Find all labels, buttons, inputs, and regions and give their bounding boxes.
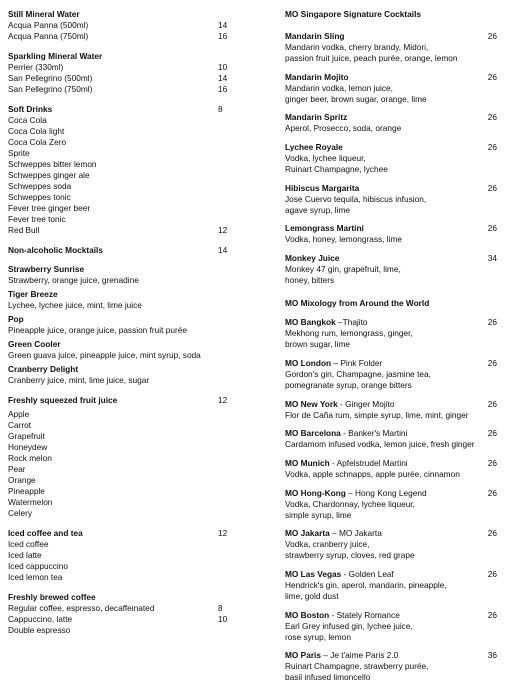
item-name: Regular coffee, espresso, decaffeinated [8, 603, 155, 613]
menu-item: Coca Cola Zero [8, 137, 67, 147]
cocktail-city: MO Bangkok [285, 317, 336, 328]
cocktail-price: 36 [487, 650, 497, 661]
menu-item: Sprite [8, 148, 30, 158]
cocktail-title [285, 112, 503, 123]
section-price: 14 [218, 245, 228, 255]
menu-item [8, 31, 258, 42]
cocktail-ingredients: strawberry syrup, cloves, red grape [285, 550, 415, 561]
cocktail-city: MO London [285, 357, 332, 368]
cocktail-title [285, 358, 503, 369]
brewed-coffee-section [8, 592, 258, 636]
cocktail-item [285, 358, 503, 391]
item-price: 12 [218, 225, 228, 235]
menu-item: Rock melon [8, 453, 52, 463]
item-name: Acqua Panna (750ml) [8, 31, 89, 41]
cocktail-ingredients: Vodka, cranberry juice, [285, 539, 370, 550]
cocktail-ingredients: Mekhong rum, lemongrass, ginger, [285, 328, 413, 339]
cocktail-name: – Je t'aime Paris 2.0 [320, 650, 399, 661]
cocktail-title [285, 399, 503, 410]
cocktail-city: MO New York [285, 398, 338, 409]
cocktail-name: - Ginger Mojito [337, 398, 395, 409]
cocktail-name: Mandarin Sling [285, 31, 345, 41]
mixology-title: MO Mixology from Around the World [285, 298, 430, 309]
cocktail-ingredients: lime, gold dust [285, 590, 339, 601]
menu-item [8, 225, 258, 236]
cocktail-price: 26 [487, 398, 497, 409]
cocktail-item [285, 142, 503, 175]
item-name: Cappuccino, latte [8, 614, 73, 624]
cocktail-item [285, 610, 503, 643]
cocktail-city: MO Munich [285, 457, 330, 468]
cocktail-title [285, 253, 503, 264]
section-title-text: Iced coffee and tea [8, 528, 83, 538]
cocktail-ingredients: Cardamom infused vodka, lemon juice, fresh ginger [285, 439, 475, 450]
cocktail-ingredients: honey, bitters [285, 275, 335, 286]
mixology-cocktails-list [285, 317, 503, 683]
cocktail-city: MO Paris [285, 650, 321, 661]
cocktail-price: 26 [487, 223, 497, 234]
cocktail-ingredients: brown sugar, lime [285, 339, 351, 350]
cocktail-name: - Banker's Martini [340, 428, 408, 439]
sparkling-water-section [8, 51, 258, 95]
cocktail-item [285, 31, 503, 64]
item-price: 14 [218, 20, 228, 30]
item-name: San Pellegrino (750ml) [8, 84, 93, 94]
menu-item: Carrot [8, 420, 32, 430]
cocktail-title [285, 569, 503, 580]
cocktail-title [285, 223, 503, 234]
cocktail-ingredients: Mandarin vodka, lemon juice, [285, 82, 393, 93]
cocktail-item [285, 569, 503, 602]
menu-item [8, 603, 258, 614]
soft-drinks-section [8, 104, 258, 236]
cocktail-title [285, 458, 503, 469]
cocktail-price: 34 [487, 253, 497, 264]
mocktail-desc: Strawberry, orange juice, grenadine [8, 275, 139, 285]
menu-item [8, 62, 258, 73]
cocktail-price: 26 [487, 568, 497, 579]
cocktail-price: 26 [487, 317, 497, 328]
item-price: 16 [218, 84, 228, 94]
cocktail-item [285, 650, 503, 683]
item-name: Double espresso [8, 625, 71, 635]
cocktail-price: 26 [487, 71, 497, 82]
cocktail-title [285, 610, 503, 621]
section-price: 8 [218, 104, 223, 114]
signature-cocktails-title: MO Singapore Signature Cocktails [285, 9, 422, 19]
menu-item: Coca Cola light [8, 126, 65, 136]
section-price: 12 [218, 395, 228, 405]
cocktail-ingredients: Aperol, Prosecco, soda, orange [285, 123, 402, 134]
item-price: 16 [218, 31, 228, 41]
cocktail-title [285, 72, 503, 83]
mocktail-desc: Cranberry juice, mint, lime juice, sugar [8, 375, 150, 385]
cocktail-item [285, 253, 503, 286]
section-title [8, 395, 258, 406]
cocktail-ingredients: Ruinart Champagne, lychee [285, 164, 388, 175]
section-title [8, 528, 258, 539]
mocktail-name: Green Cooler [8, 339, 61, 349]
cocktail-name: Lemongrass Martini [285, 223, 364, 234]
section-title-text: Soft Drinks [8, 104, 53, 114]
item-name: San Pellegrino (500ml) [8, 73, 93, 83]
section-price: 12 [218, 528, 228, 538]
menu-item: Pear [8, 464, 26, 474]
item-name: Red Bull [8, 225, 40, 235]
cocktail-title [285, 528, 503, 539]
cocktail-name: – MO Jakarta [329, 528, 382, 539]
menu-item: Schweppes soda [8, 181, 72, 191]
signature-cocktails-list [285, 31, 503, 286]
menu-item [8, 614, 258, 625]
cocktail-ingredients: Vodka, lychee liqueur, [285, 153, 366, 164]
mocktail-name: Pop [8, 314, 24, 324]
menu-item [8, 73, 258, 84]
cocktail-price: 26 [487, 528, 497, 539]
menu-item [8, 625, 258, 636]
menu-item [8, 20, 258, 31]
menu-item [8, 84, 258, 95]
section-title: Freshly brewed coffee [8, 592, 96, 602]
item-price: 8 [218, 603, 223, 613]
cocktail-title [285, 183, 503, 194]
cocktail-price: 26 [487, 182, 497, 193]
mocktail-name: Strawberry Sunrise [8, 264, 85, 274]
menu-item: Watermelon [8, 497, 53, 507]
mocktail-desc: Pineapple juice, orange juice, passion fruit purée [8, 325, 187, 335]
cocktail-name: Lychee Royale [285, 142, 343, 153]
item-name: Perrier (330ml) [8, 62, 64, 72]
section-title: Sparkling Mineral Water [8, 51, 103, 61]
cocktail-ingredients: Flor de Caña rum, simple syrup, lime, mint, ginger [285, 409, 469, 420]
menu-item: Iced lemon tea [8, 572, 63, 582]
cocktail-item [285, 488, 503, 521]
cocktail-name: Monkey Juice [285, 253, 340, 264]
cocktail-price: 26 [487, 428, 497, 439]
mocktails-section [8, 245, 258, 386]
section-title-text: Non-alcoholic Mocktails [8, 245, 103, 255]
cocktail-ingredients: rose syrup, lemon [285, 631, 351, 642]
item-price: 10 [218, 614, 228, 624]
cocktail-city: MO Las Vegas [285, 568, 342, 579]
cocktail-title [285, 488, 503, 499]
cocktail-ingredients: passion fruit juice, peach purée, orange, lemon [285, 53, 458, 63]
menu-item: Fever tree ginger beer [8, 203, 91, 213]
cocktail-name: Hibiscus Margarita [285, 182, 360, 193]
cocktail-item [285, 399, 503, 421]
cocktail-ingredients: agave syrup, lime [285, 204, 351, 215]
cocktail-title [285, 142, 503, 153]
cocktail-price: 26 [487, 31, 497, 41]
cocktail-name: Mandarin Spritz [285, 112, 348, 123]
cocktail-ingredients: Mandarin vodka, cherry brandy, Midori, [285, 42, 429, 52]
cocktail-title [285, 31, 503, 42]
section-title: Still Mineral Water [8, 9, 80, 19]
cocktail-title [285, 650, 503, 661]
cocktail-city: MO Jakarta [285, 528, 330, 539]
fruit-juice-section [8, 395, 258, 519]
cocktail-name: - Stately Romance [329, 609, 400, 620]
menu-item: Celery [8, 508, 32, 518]
section-title-text: Freshly squeezed fruit juice [8, 395, 118, 405]
cocktail-ingredients: simple syrup, lime [285, 509, 352, 520]
cocktail-ingredients: Monkey 47 gin, grapefruit, lime, [285, 264, 401, 275]
cocktail-item [285, 428, 503, 450]
menu-item: Pineapple [8, 486, 45, 496]
cocktail-price: 26 [487, 609, 497, 620]
cocktail-ingredients: Vodka, honey, lemongrass, lime [285, 234, 402, 245]
cocktail-price: 26 [487, 142, 497, 153]
cocktail-name: –Thajito [335, 317, 368, 328]
cocktail-title [285, 428, 503, 439]
cocktail-city: MO Boston [285, 609, 330, 620]
cocktail-item [285, 223, 503, 245]
cocktail-name: – Hong Kong Legend [345, 487, 427, 498]
menu-item: Iced cappuccino [8, 561, 68, 571]
mocktail-desc: Lychee, lychee juice, mint, lime juice [8, 300, 142, 310]
cocktail-price: 26 [487, 487, 497, 498]
item-price: 10 [218, 62, 228, 72]
cocktail-ingredients: pomegranate syrup, orange bitters [285, 379, 412, 390]
menu-item: Apple [8, 409, 30, 419]
cocktail-item [285, 458, 503, 480]
menu-item: Fever tree tonic [8, 214, 66, 224]
cocktail-ingredients: basil infused limoncello [285, 672, 371, 683]
menu-item: Honeydew [8, 442, 48, 452]
cocktail-ingredients: ginger beer, brown sugar, orange, lime [285, 93, 427, 104]
cocktail-name: - Apfelstrudel Martini [329, 457, 408, 468]
item-name: Acqua Panna (500ml) [8, 20, 89, 30]
cocktail-item [285, 183, 503, 216]
cocktail-item [285, 528, 503, 561]
cocktail-price: 26 [487, 457, 497, 468]
cocktail-item [285, 317, 503, 350]
cocktail-ingredients: Vodka, apple schnapps, apple purée, cinnamon [285, 468, 460, 479]
menu-item: Schweppes tonic [8, 192, 71, 202]
cocktail-ingredients: Gordon's gin, Champagne, jasmine tea, [285, 368, 431, 379]
cocktail-city: MO Hong-Kong [285, 487, 346, 498]
iced-section [8, 528, 258, 583]
cocktail-title [285, 317, 503, 328]
menu-item: Schweppes bitter lemon [8, 159, 97, 169]
mocktail-desc: Green guava juice, pineapple juice, mint syrup, soda [8, 350, 201, 360]
still-water-section [8, 9, 258, 42]
cocktail-name: – Pink Folder [331, 357, 383, 368]
menu-item: Schweppes ginger ale [8, 170, 90, 180]
menu-item: Grapefruit [8, 431, 45, 441]
cocktail-ingredients: Vodka, Chardonnay, lychee liqueur, [285, 498, 415, 509]
menu-item: Iced latte [8, 550, 42, 560]
cocktail-ingredients: Earl Grey infused gin, lychee juice, [285, 620, 413, 631]
cocktail-name: - Golden Leaf [341, 568, 394, 579]
menu-item: Orange [8, 475, 36, 485]
cocktail-price: 26 [487, 357, 497, 368]
cocktail-ingredients: Jose Cuervo tequila, hibiscus infusion, [285, 193, 427, 204]
menu-item: Iced coffee [8, 539, 49, 549]
cocktail-item [285, 72, 503, 105]
menu-left-column [8, 9, 258, 636]
menu-item: Coca Cola [8, 115, 47, 125]
section-title [8, 245, 258, 256]
cocktail-ingredients: Ruinart Champagne, strawberry purée, [285, 661, 429, 672]
cocktail-ingredients: Hendrick's gin, aperol, mandarin, pineapple, [285, 579, 447, 590]
cocktail-item [285, 112, 503, 134]
menu-right-column [285, 9, 503, 691]
cocktail-price: 26 [487, 112, 497, 123]
cocktail-city: MO Barcelona [285, 428, 341, 439]
mocktail-name: Cranberry Delight [8, 364, 79, 374]
item-price: 14 [218, 73, 228, 83]
mocktail-name: Tiger Breeze [8, 289, 58, 299]
cocktail-name: Mandarin Mojito [285, 71, 349, 82]
section-title [8, 104, 258, 115]
